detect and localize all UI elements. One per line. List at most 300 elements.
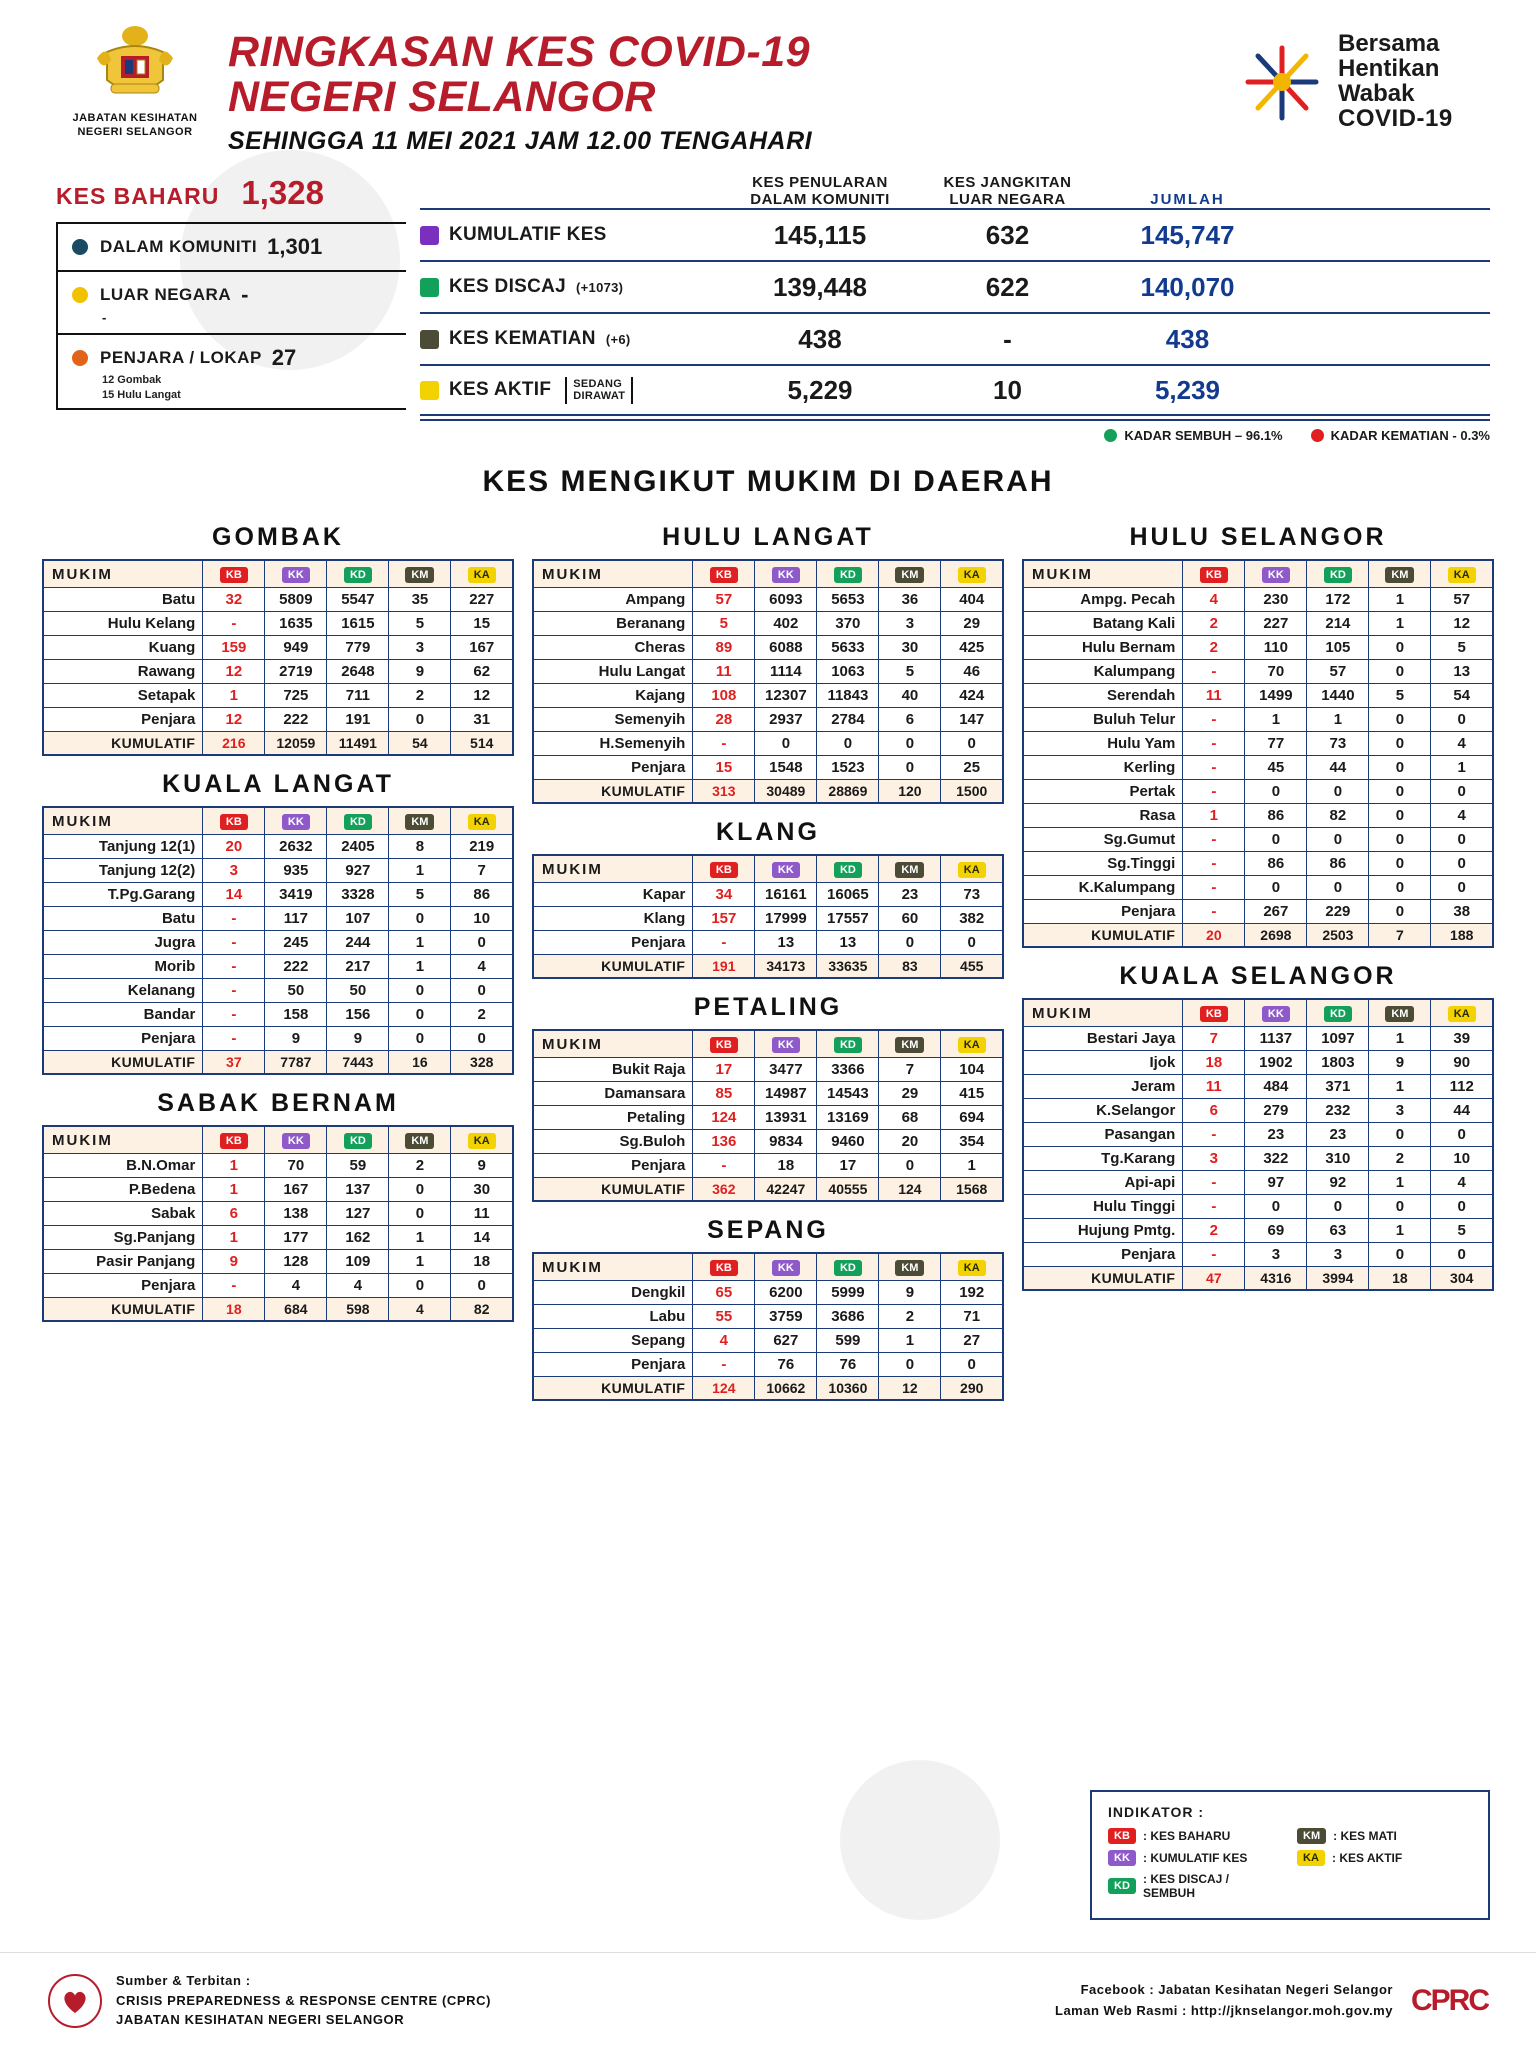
cell-km: 5 [1369,684,1431,708]
column-header-kk [755,1253,817,1281]
cell-kd: 105 [1307,636,1369,660]
indicator-row [1297,1850,1472,1866]
cell-kk: 1902 [1245,1051,1307,1075]
column-header-kk [755,560,817,588]
cell-kd: 63 [1307,1219,1369,1243]
cell-kd: 2648 [327,660,389,684]
cell-kd: 1615 [327,612,389,636]
indicator-column-b [1297,1828,1472,1906]
district-column-right [1022,509,1494,1401]
rate-item [1104,428,1282,443]
total-kb: 216 [203,732,265,756]
total-kd: 598 [327,1298,389,1322]
cell-km: 0 [1369,780,1431,804]
cell-km: 35 [389,588,451,612]
cell-ka: 27 [941,1329,1003,1353]
cell-kb: - [1183,852,1245,876]
cell-kk: 18 [755,1154,817,1178]
summary-rows [420,208,1490,416]
summary-value-komuniti: 139,448 [773,271,867,302]
cell-kk: 3759 [755,1305,817,1329]
total-ka: 328 [451,1051,513,1075]
cell-kk: 86 [1245,804,1307,828]
cell-km: 0 [1369,876,1431,900]
cell-kb: - [1183,660,1245,684]
mukim-name: Hulu Langat [533,660,693,684]
cell-kb: 6 [1183,1099,1245,1123]
cell-ka: 0 [941,732,1003,756]
cell-km: 1 [879,1329,941,1353]
cell-kk: 1635 [265,612,327,636]
column-header-ka [1431,999,1493,1027]
column-header-kd [817,1030,879,1058]
column-tag-km: KM [895,1260,924,1276]
cell-ka: 4 [451,955,513,979]
indicator-row [1108,1872,1283,1900]
cell-ka: 167 [451,636,513,660]
column-header-ka [451,560,513,588]
cell-kd: 232 [1307,1099,1369,1123]
cell-kd: 229 [1307,900,1369,924]
cell-kb: 4 [1183,588,1245,612]
cell-kb: 11 [1183,1075,1245,1099]
summary-row-extra: (+1073) [576,279,624,295]
cell-kb: - [693,732,755,756]
column-header-mukim: MUKIM [533,560,693,588]
cell-kd: 137 [327,1178,389,1202]
table-row [1023,732,1493,756]
cell-km: 9 [1369,1051,1431,1075]
cell-kb: 11 [1183,684,1245,708]
cell-kk: 177 [265,1226,327,1250]
table-row [533,1154,1003,1178]
column-tag-kd: KD [834,862,862,878]
cell-km: 20 [879,1130,941,1154]
mukim-name: Tanjung 12(2) [43,859,203,883]
cell-kk: 1 [1245,708,1307,732]
cell-km: 9 [389,660,451,684]
cell-kk: 158 [265,1003,327,1027]
cell-kb: 89 [693,636,755,660]
cell-kb: - [203,931,265,955]
cell-kd: 5633 [817,636,879,660]
district-table [1022,559,1494,948]
mukim-name: Ampg. Pecah [1023,588,1183,612]
breakdown-note: 12 Gombak 15 Hulu Langat [102,374,181,401]
cell-ka: 424 [941,684,1003,708]
total-ka: 1500 [941,780,1003,804]
column-header-kd [817,855,879,883]
mukim-name: Kalumpang [1023,660,1183,684]
cell-kk: 627 [755,1329,817,1353]
cell-km: 9 [879,1281,941,1305]
mukim-name: Dengkil [533,1281,693,1305]
cell-km: 1 [389,931,451,955]
column-header-kb [1183,560,1245,588]
header [0,0,1536,156]
cell-kd: 1 [1307,708,1369,732]
district-block [42,770,514,1075]
mukim-name: Kelanang [43,979,203,1003]
cell-ka: 1 [1431,756,1493,780]
table-row [1023,1195,1493,1219]
cell-kd: 5547 [327,588,389,612]
cprc-seal-icon [48,1974,102,2028]
table-row [1023,780,1493,804]
cell-kk: 5809 [265,588,327,612]
column-header-ka [1431,560,1493,588]
column-tag-ka: KA [468,814,496,830]
cell-km: 3 [1369,1099,1431,1123]
cell-ka: 0 [1431,1123,1493,1147]
indicator-row [1297,1828,1472,1844]
district-table [42,559,514,756]
mukim-name: Penjara [43,1274,203,1298]
mukim-name: Penjara [43,708,203,732]
cell-km: 7 [879,1058,941,1082]
total-ka: 82 [451,1298,513,1322]
table-row [533,636,1003,660]
cell-kd: 1523 [817,756,879,780]
jkn-crest [60,22,210,140]
cell-ka: 0 [451,1027,513,1051]
cell-ka: 12 [451,684,513,708]
district-table [532,559,1004,804]
cell-kk: 484 [1245,1075,1307,1099]
category-swatch-icon [420,330,439,349]
cell-ka: 694 [941,1106,1003,1130]
mukim-name: Penjara [533,931,693,955]
column-header-mukim: MUKIM [1023,999,1183,1027]
cell-km: 29 [879,1082,941,1106]
district-block [532,993,1004,1202]
table-row [43,859,513,883]
mukim-name: Serendah [1023,684,1183,708]
summary-row-label: KUMULATIF KES [420,224,720,246]
table-row [43,883,513,907]
cell-kd: 1803 [1307,1051,1369,1075]
cell-km: 0 [389,1178,451,1202]
cell-ka: 15 [451,612,513,636]
cell-kb: 3 [203,859,265,883]
mukim-name: H.Semenyih [533,732,693,756]
cell-kb: - [1183,1123,1245,1147]
cell-kb: 2 [1183,1219,1245,1243]
cell-kb: - [1183,708,1245,732]
table-row [1023,684,1493,708]
table-total-row [1023,924,1493,948]
cell-kk: 222 [265,708,327,732]
cell-kk: 1137 [1245,1027,1307,1051]
cell-kd: 17 [817,1154,879,1178]
table-row [533,1353,1003,1377]
source-line-1: Sumber & Terbitan : [116,1973,251,1989]
cell-kd: 9460 [817,1130,879,1154]
cell-kb: - [1183,756,1245,780]
table-row [533,756,1003,780]
new-cases-label: KES BAHARU [56,183,220,210]
column-tag-kb: KB [220,1133,248,1149]
rate-dot-icon [1311,429,1324,442]
cell-kb: - [203,612,265,636]
column-tag-kb: KB [710,567,738,583]
new-cases-value: 1,328 [241,174,324,212]
summary-value-luar: 622 [985,271,1030,302]
mukim-name: Ampang [533,588,693,612]
column-tag-kk: KK [1262,567,1290,583]
cell-kb: - [203,1027,265,1051]
cell-kk: 222 [265,955,327,979]
cell-km: 8 [389,835,451,859]
table-total-row [43,1298,513,1322]
column-header-kd [327,1126,389,1154]
cell-kb: 20 [203,835,265,859]
table-header-row [533,560,1003,588]
district-table [42,1125,514,1322]
cell-km: 1 [1369,1027,1431,1051]
district-title: SABAK BERNAM [157,1089,399,1118]
cell-ka: 90 [1431,1051,1493,1075]
mukim-name: Sepang [533,1329,693,1353]
cell-km: 0 [879,732,941,756]
summary-value-komuniti: 5,229 [787,374,853,405]
table-row [1023,876,1493,900]
column-tag-km: KM [895,862,924,878]
mukim-name: Penjara [1023,900,1183,924]
cell-km: 60 [879,907,941,931]
rate-item [1311,428,1490,443]
breakdown-label: LUAR NEGARA [100,285,232,305]
total-km: 16 [389,1051,451,1075]
logo-line-2: Hentikan [1338,54,1440,82]
cell-km: 1 [389,955,451,979]
rate-dot-icon [1104,429,1117,442]
cell-kd: 16065 [817,883,879,907]
summary-row [420,364,1490,416]
cell-ka: 112 [1431,1075,1493,1099]
summary-row-label: KES KEMATIAN (+6) [420,328,720,350]
cell-km: 36 [879,588,941,612]
table-row [533,1281,1003,1305]
status-dot-icon [72,239,88,255]
category-swatch-icon [420,278,439,297]
column-header-mukim: MUKIM [43,560,203,588]
total-km: 54 [389,732,451,756]
mukim-name: Hulu Bernam [1023,636,1183,660]
table-row [1023,1027,1493,1051]
column-tag-kd: KD [834,567,862,583]
cell-kb: 17 [693,1058,755,1082]
section-title: KES MENGIKUT MUKIM DI DAERAH [482,465,1054,499]
status-dot-icon [72,350,88,366]
cell-km: 5 [879,660,941,684]
table-row [43,684,513,708]
total-label: KUMULATIF [1023,1267,1183,1291]
logo-line-3: Wabak [1338,79,1415,107]
cell-kd: 127 [327,1202,389,1226]
cell-ka: 18 [451,1250,513,1274]
column-header-kb [693,560,755,588]
total-km: 18 [1369,1267,1431,1291]
cell-kb: 4 [693,1329,755,1353]
column-tag-ka: KA [468,567,496,583]
column-header-kb [693,1030,755,1058]
column-tag-kk: KK [772,1037,800,1053]
summary-value-luar: 10 [993,374,1022,405]
cell-ka: 25 [941,756,1003,780]
cell-kb: 55 [693,1305,755,1329]
cell-kb: 159 [203,636,265,660]
table-row [1023,612,1493,636]
cell-kk: 12307 [755,684,817,708]
cell-kk: 70 [265,1154,327,1178]
summary-row [420,208,1490,260]
cell-km: 0 [1369,732,1431,756]
cell-ka: 62 [451,660,513,684]
col-header-jumlah: JUMLAH [1150,191,1225,209]
cell-kd: 156 [327,1003,389,1027]
cell-kk: 0 [1245,1195,1307,1219]
table-row [43,955,513,979]
column-header-ka [941,560,1003,588]
cell-kk: 279 [1245,1099,1307,1123]
cell-ka: 0 [451,979,513,1003]
column-header-kk [265,560,327,588]
cell-kd: 14543 [817,1082,879,1106]
cell-kk: 16161 [755,883,817,907]
mukim-name: Hujung Pmtg. [1023,1219,1183,1243]
cell-km: 0 [1369,804,1431,828]
website-line: Laman Web Rasmi : http://jknselangor.moh.gov.my [1055,2002,1393,2018]
cell-km: 0 [1369,1123,1431,1147]
table-row [43,1003,513,1027]
cell-kk: 69 [1245,1219,1307,1243]
cell-km: 0 [879,1154,941,1178]
column-tag-ka: KA [958,1037,986,1053]
district-block [1022,523,1494,948]
table-row [1023,1051,1493,1075]
mukim-name: Hulu Yam [1023,732,1183,756]
cell-ka: 57 [1431,588,1493,612]
col-header-komuniti: KES PENULARAN DALAM KOMUNITI [750,174,890,209]
mukim-name: Buluh Telur [1023,708,1183,732]
cell-kb: 136 [693,1130,755,1154]
cell-km: 0 [1369,900,1431,924]
cell-ka: 0 [1431,780,1493,804]
indicator-column-a [1108,1828,1283,1906]
indicator-title: INDIKATOR : [1108,1804,1205,1820]
mukim-name: Pasir Panjang [43,1250,203,1274]
column-header-mukim: MUKIM [533,855,693,883]
cell-ka: 0 [941,1353,1003,1377]
district-title: PETALING [693,993,843,1022]
cell-ka: 5 [1431,1219,1493,1243]
table-total-row [533,780,1003,804]
table-total-row [1023,1267,1493,1291]
cell-kd: 44 [1307,756,1369,780]
total-km: 7 [1369,924,1431,948]
table-row [43,979,513,1003]
column-tag-kb: KB [710,1037,738,1053]
total-km: 4 [389,1298,451,1322]
indicator-tag-kb: KB [1108,1828,1136,1844]
column-tag-km: KM [405,1133,434,1149]
mukim-name: Pertak [1023,780,1183,804]
rate-label: KADAR SEMBUH – 96.1% [1124,428,1283,444]
column-header-mukim: MUKIM [43,807,203,835]
total-km: 124 [879,1178,941,1202]
cell-ka: 14 [451,1226,513,1250]
column-tag-ka: KA [958,1260,986,1276]
table-row [533,660,1003,684]
column-tag-km: KM [895,1037,924,1053]
column-header-kk [265,1126,327,1154]
mukim-name: Rawang [43,660,203,684]
cell-kk: 0 [1245,828,1307,852]
crest-emblem-icon [87,22,183,108]
cell-kd: 13 [817,931,879,955]
category-swatch-icon [420,381,439,400]
total-km: 83 [879,955,941,979]
cell-ka: 39 [1431,1027,1493,1051]
column-tag-ka: KA [468,1133,496,1149]
mukim-name: Penjara [43,1027,203,1051]
total-kk: 34173 [755,955,817,979]
facebook-line: Facebook : Jabatan Kesihatan Negeri Selangor [1080,1981,1393,1997]
cell-km: 0 [389,1202,451,1226]
breakdown-value: 27 [271,345,297,371]
cell-kk: 227 [1245,612,1307,636]
column-header-mukim: MUKIM [43,1126,203,1154]
total-kd: 40555 [817,1178,879,1202]
cell-kk: 2719 [265,660,327,684]
table-row [533,1106,1003,1130]
cell-kb: 18 [1183,1051,1245,1075]
column-tag-kd: KD [1324,1006,1352,1022]
table-row [43,708,513,732]
rate-label: KADAR KEMATIAN - 0.3% [1330,428,1490,444]
cell-kk: 167 [265,1178,327,1202]
column-tag-ka: KA [1448,567,1476,583]
summary-column-headers [420,174,1490,208]
cell-kb: 34 [693,883,755,907]
column-header-kb [693,855,755,883]
total-kk: 10662 [755,1377,817,1401]
mukim-name: Batu [43,588,203,612]
cell-kk: 110 [1245,636,1307,660]
indicator-tag-kd: KD [1108,1878,1136,1894]
table-header-row [1023,560,1493,588]
total-kd: 28869 [817,780,879,804]
total-ka: 1568 [941,1178,1003,1202]
table-header-row [43,1126,513,1154]
column-tag-ka: KA [958,567,986,583]
total-label: KUMULATIF [533,780,693,804]
column-header-km [879,1030,941,1058]
breakdown-row [58,333,406,373]
cell-km: 1 [1369,1219,1431,1243]
cell-kd: 17557 [817,907,879,931]
cell-ka: 0 [451,1274,513,1298]
cell-km: 3 [879,612,941,636]
cell-kk: 6093 [755,588,817,612]
table-row [43,1226,513,1250]
campaign-logo [1236,22,1496,132]
cell-kd: 0 [1307,780,1369,804]
cell-ka: 31 [451,708,513,732]
total-kb: 124 [693,1377,755,1401]
summary-value-jumlah: 5,239 [1154,374,1221,405]
